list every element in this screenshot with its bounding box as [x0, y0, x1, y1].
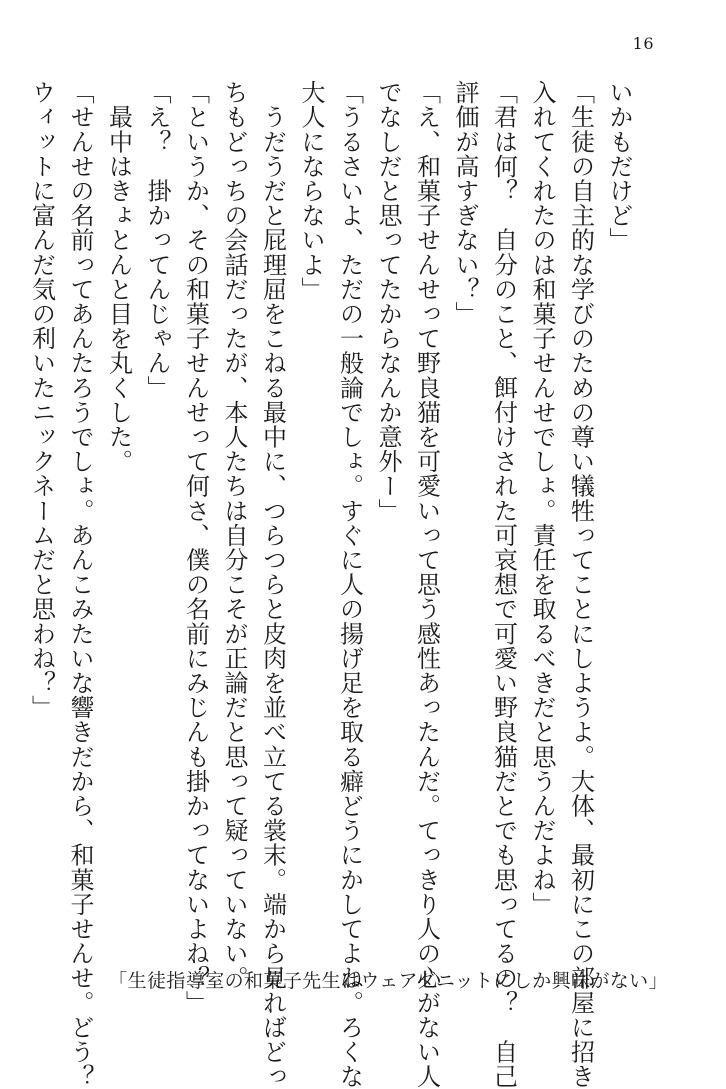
- text-line: ウィットに富んだ気の利いたニックネームだと思わね？」: [27, 80, 56, 720]
- book-title-footer: 「生徒指導室の和菓子先生はウェアダニットにしか興味がない」: [108, 970, 668, 992]
- text-line: 「せんせの名前ってあんたろうでしょ。あんこみたいな響きだから、和菓子せんせ。どう？: [66, 80, 94, 1089]
- text-line: 「え？ 掛かってんじゃん」: [143, 80, 171, 400]
- text-line: 大人にならないよ」: [297, 80, 325, 302]
- text-line: いかもだけど」: [605, 80, 633, 253]
- text-line: うだうだと屁理屈をこねる最中に、つらつらと皮肉を並べ立てる裳末。端から見ればどっ: [258, 80, 287, 1089]
- text-line: 評価が高すぎない？」: [451, 80, 479, 326]
- text-line: ちもどっちの会話だったが、本人たちは自分こそが正論だと思って疑っていない。: [220, 80, 248, 991]
- page-number: 16: [632, 34, 654, 53]
- text-line: でなしだと思ってたからなんか意外ー」: [374, 80, 402, 523]
- text-line: 「え、和菓子せんせって野良猫を可愛いって思う感性あったんだ。てっきり人の心がない人: [412, 80, 441, 1089]
- text-line: 「君は何？ 自分のこと、餌付けされた可哀想で可愛い野良猫だとでも思ってるの？ 自己: [489, 80, 518, 1089]
- text-line: 入れてくれたのは和菓子せんせでしょ。責任を取るべきだと思うんだよね」: [528, 80, 556, 917]
- text-line: 「というか、その和菓子せんせって何さ、僕の名前にみじんも掛かってないよね？」: [181, 80, 210, 1015]
- text-line: 「生徒の自主的な学びのための尊い犠牲ってことにしようよ。大体、最初にこの部屋に招き: [566, 80, 595, 1089]
- text-line: 最中はきょとんと目を丸くした。: [104, 80, 133, 474]
- text-line: 「うるさいよ、ただの一般論でしょ。すぐに人の揚げ足を取る癖どうにかしてよね。ろくな: [335, 80, 364, 1089]
